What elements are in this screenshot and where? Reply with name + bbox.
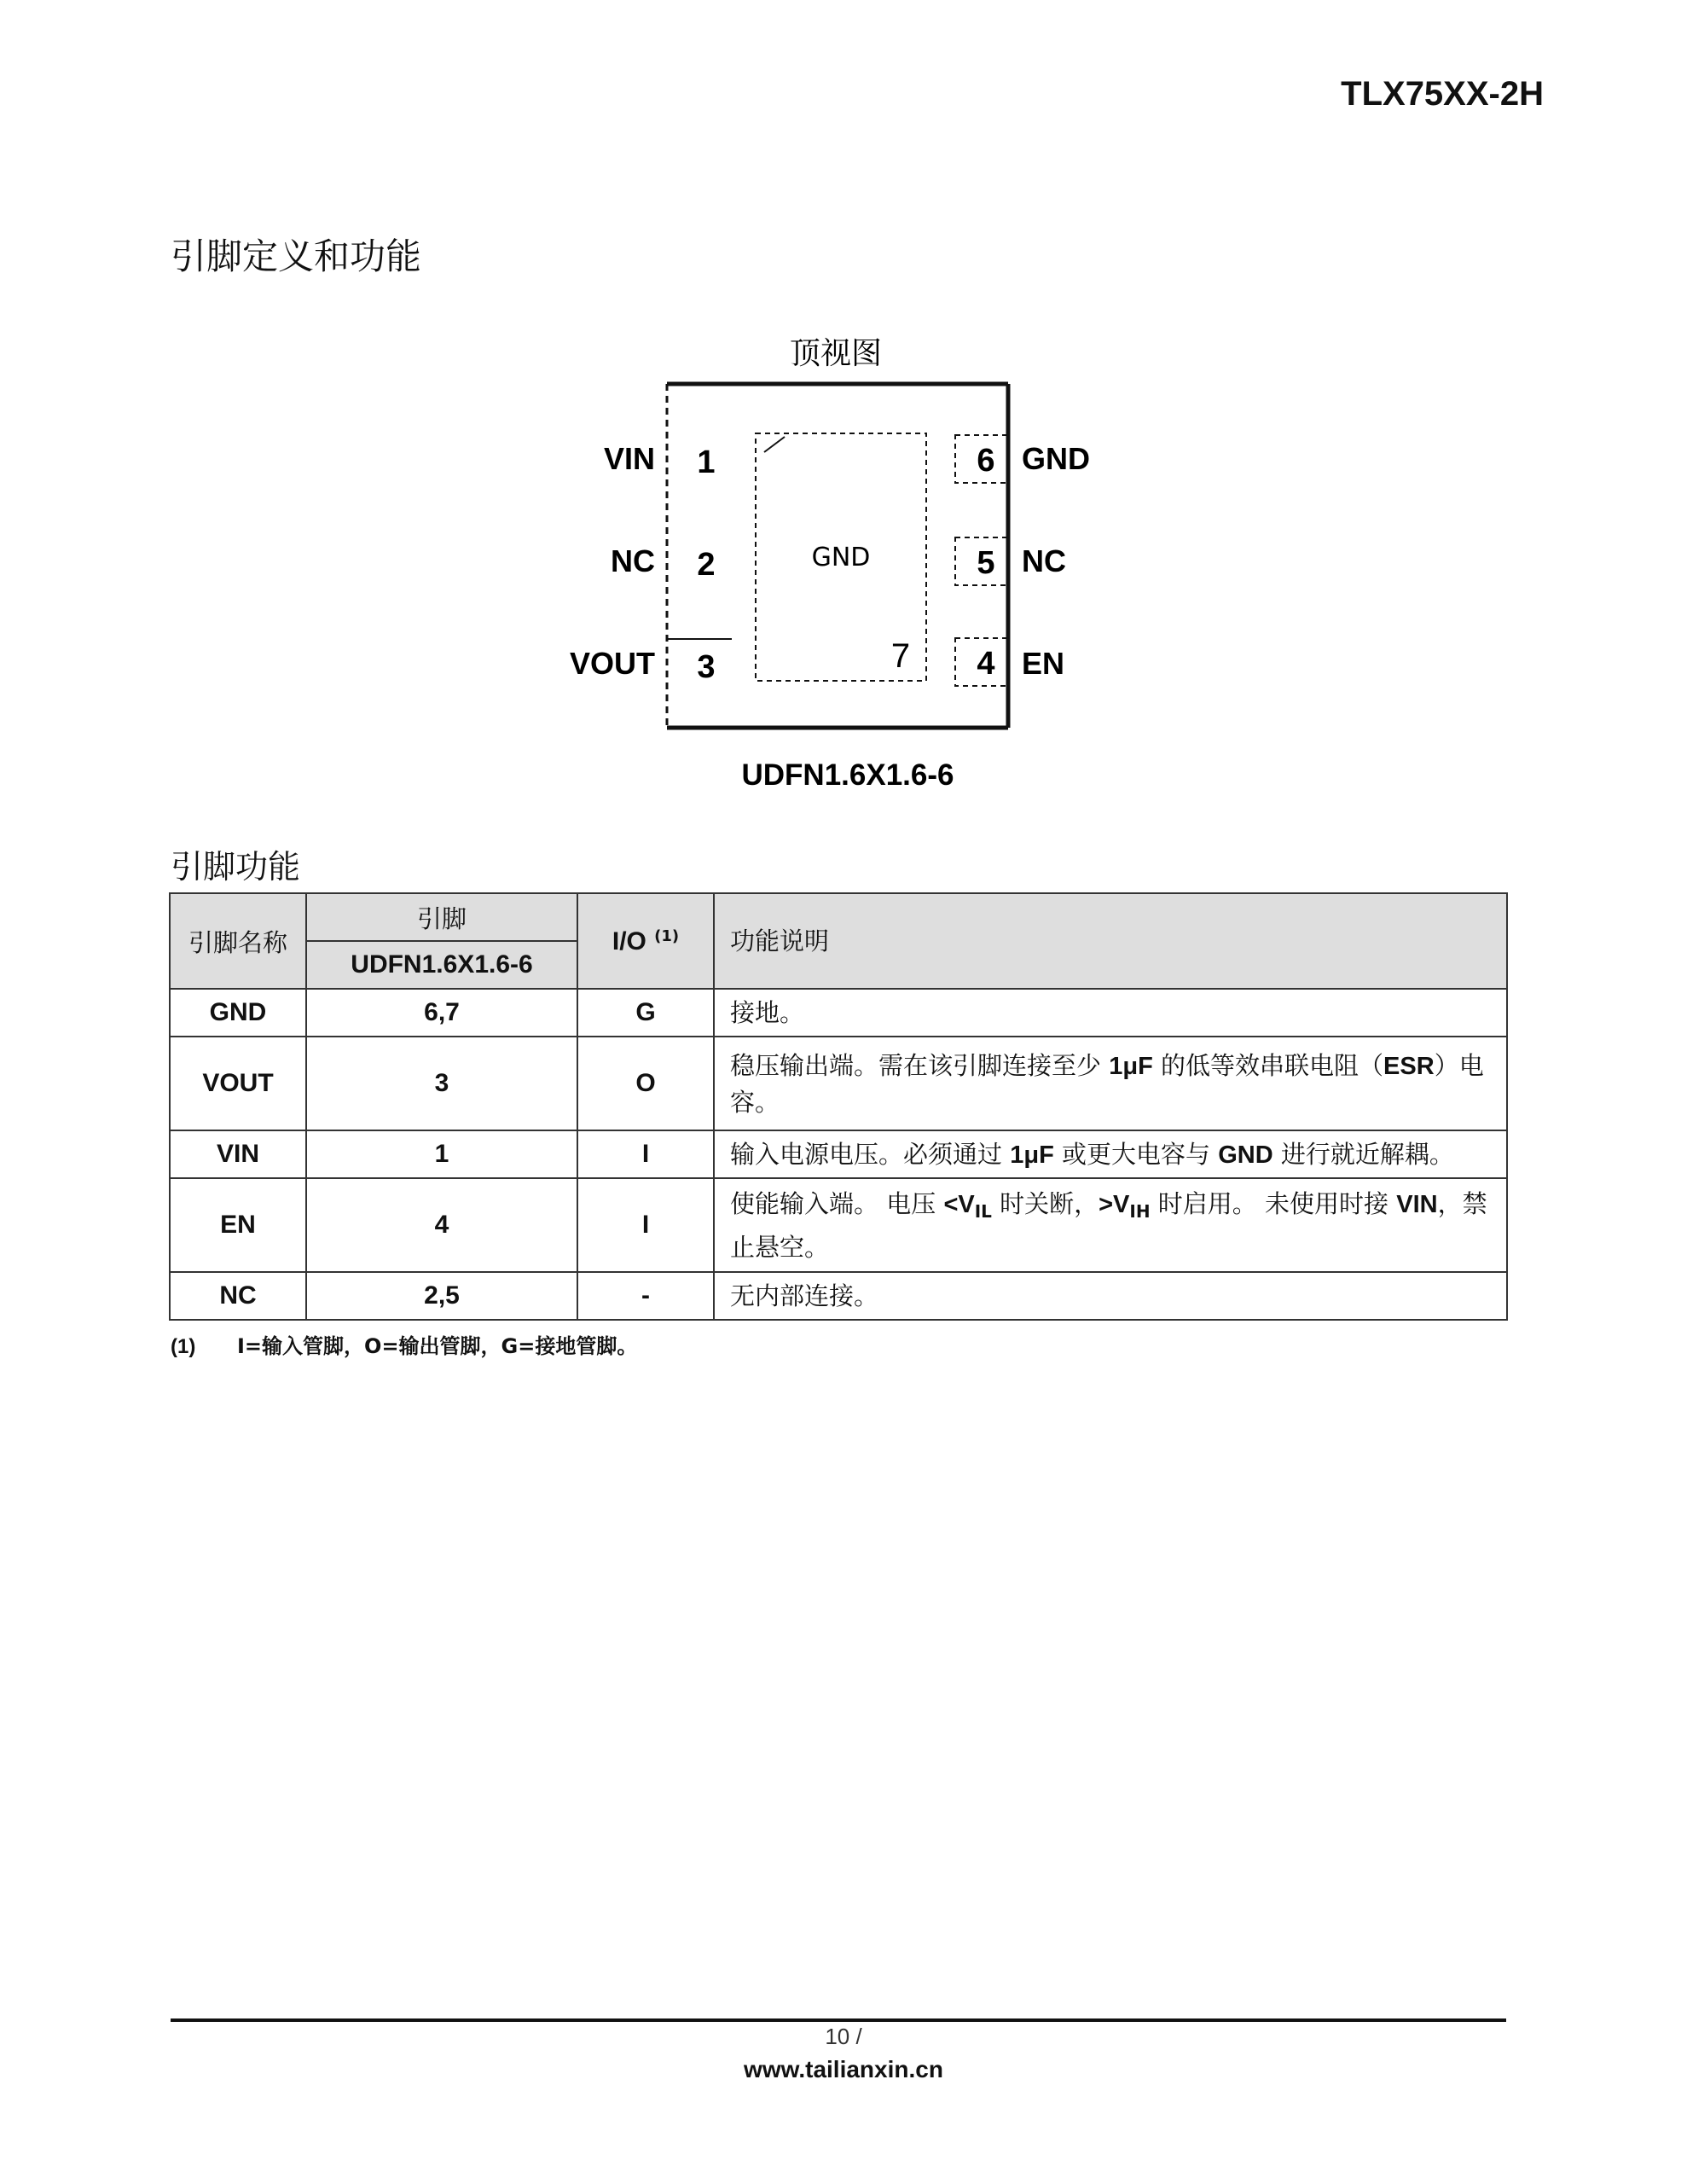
header-pin: 引脚 [306,893,577,941]
table-row [170,1130,1507,1178]
desc-text: ，禁止悬空。 [730,1188,1487,1262]
row-pin-number: 1 [306,1130,577,1178]
row-io: I [577,1178,714,1272]
row-description [714,1178,1507,1272]
row-pin-name: GND [170,989,306,1037]
part-number-header: TLX75XX-2H [1341,75,1544,113]
pin-2-name: NC [611,543,655,578]
row-io: G [577,989,714,1037]
pin-4-number: 4 [977,646,995,682]
header-io [577,893,714,989]
header-io-label: I/O [612,926,646,956]
table-row [170,1178,1507,1272]
pin-1-name: VIN [603,441,655,476]
desc-value: VIN [1396,1190,1438,1218]
row-io: - [577,1272,714,1320]
desc-value: 1μF [1010,1141,1054,1169]
table-row [170,1272,1507,1320]
desc-value: ESR [1383,1052,1435,1080]
desc-text: 或更大电容与 [1053,1139,1219,1169]
footer-divider [171,2018,1506,2022]
desc-text: 进行就近解耦。 [1272,1139,1454,1169]
desc-text: 使能输入端。 电压 [730,1188,944,1218]
package-label: UDFN1.6X1.6-6 [741,758,954,792]
desc-text: 时启用。 未使用时接 [1150,1188,1397,1218]
row-io: O [577,1037,714,1130]
pin-5-number: 5 [977,545,995,581]
pin-5-name: NC [1022,543,1066,578]
header-description: 功能说明 [714,893,1507,989]
desc-value: >V [1099,1190,1130,1218]
desc-text: 时关断， [991,1188,1099,1218]
page-number: 10 / [825,2024,862,2049]
row-pin-name: VIN [170,1130,306,1178]
pin-3-name: VOUT [569,646,655,681]
pin1-marker [764,437,785,452]
row-description [714,1037,1507,1130]
desc-text: ）电容。 [730,1050,1484,1117]
center-pad-label: GND [811,543,871,572]
table-row [170,989,1507,1037]
row-pin-number: 3 [306,1037,577,1130]
row-pin-number: 6,7 [306,989,577,1037]
header-io-note: (1) [654,926,680,945]
table-row [170,1037,1507,1130]
desc-subscript: IH [1129,1200,1151,1222]
row-pin-number: 2,5 [306,1272,577,1320]
pin-2-number: 2 [697,547,716,583]
pin-function-table [169,892,1508,1321]
header-package: UDFN1.6X1.6-6 [306,941,577,989]
pin-6-number: 6 [977,443,995,479]
row-description: 无内部连接。 [714,1272,1507,1320]
desc-text: 稳压输出端。需在该引脚连接至少 [730,1050,1110,1080]
row-pin-name: NC [170,1272,306,1320]
header-pin-name: 引脚名称 [170,893,306,989]
desc-subscript: IL [974,1200,992,1222]
pinout-diagram [512,324,1143,802]
footnote-mark: (1) [171,1335,196,1358]
row-io: I [577,1130,714,1178]
row-description [714,1130,1507,1178]
pin-3-number: 3 [697,649,716,685]
desc-value: 1μF [1109,1052,1153,1080]
pin-function-heading: 引脚功能 [171,848,301,886]
row-pin-name: VOUT [170,1037,306,1130]
view-label: 顶视图 [789,336,883,371]
center-pad-number: 7 [890,637,911,675]
footer-website: www.tailianxin.cn [744,2056,943,2082]
desc-text: 的低等效串联电阻（ [1152,1050,1384,1080]
pin-1-number: 1 [697,444,716,480]
desc-value: GND [1218,1141,1273,1169]
desc-value: <V [943,1190,975,1218]
table-footnote [171,1329,637,1359]
pin-6-name: GND [1022,441,1090,476]
row-pin-number: 4 [306,1178,577,1272]
footnote-text: I=输入管脚，O=输出管脚，G=接地管脚。 [237,1334,638,1358]
section-title: 引脚定义和功能 [171,235,422,277]
row-pin-name: EN [170,1178,306,1272]
row-description: 接地。 [714,989,1507,1037]
desc-text: 输入电源电压。必须通过 [730,1139,1011,1169]
pin-4-name: EN [1022,646,1065,681]
